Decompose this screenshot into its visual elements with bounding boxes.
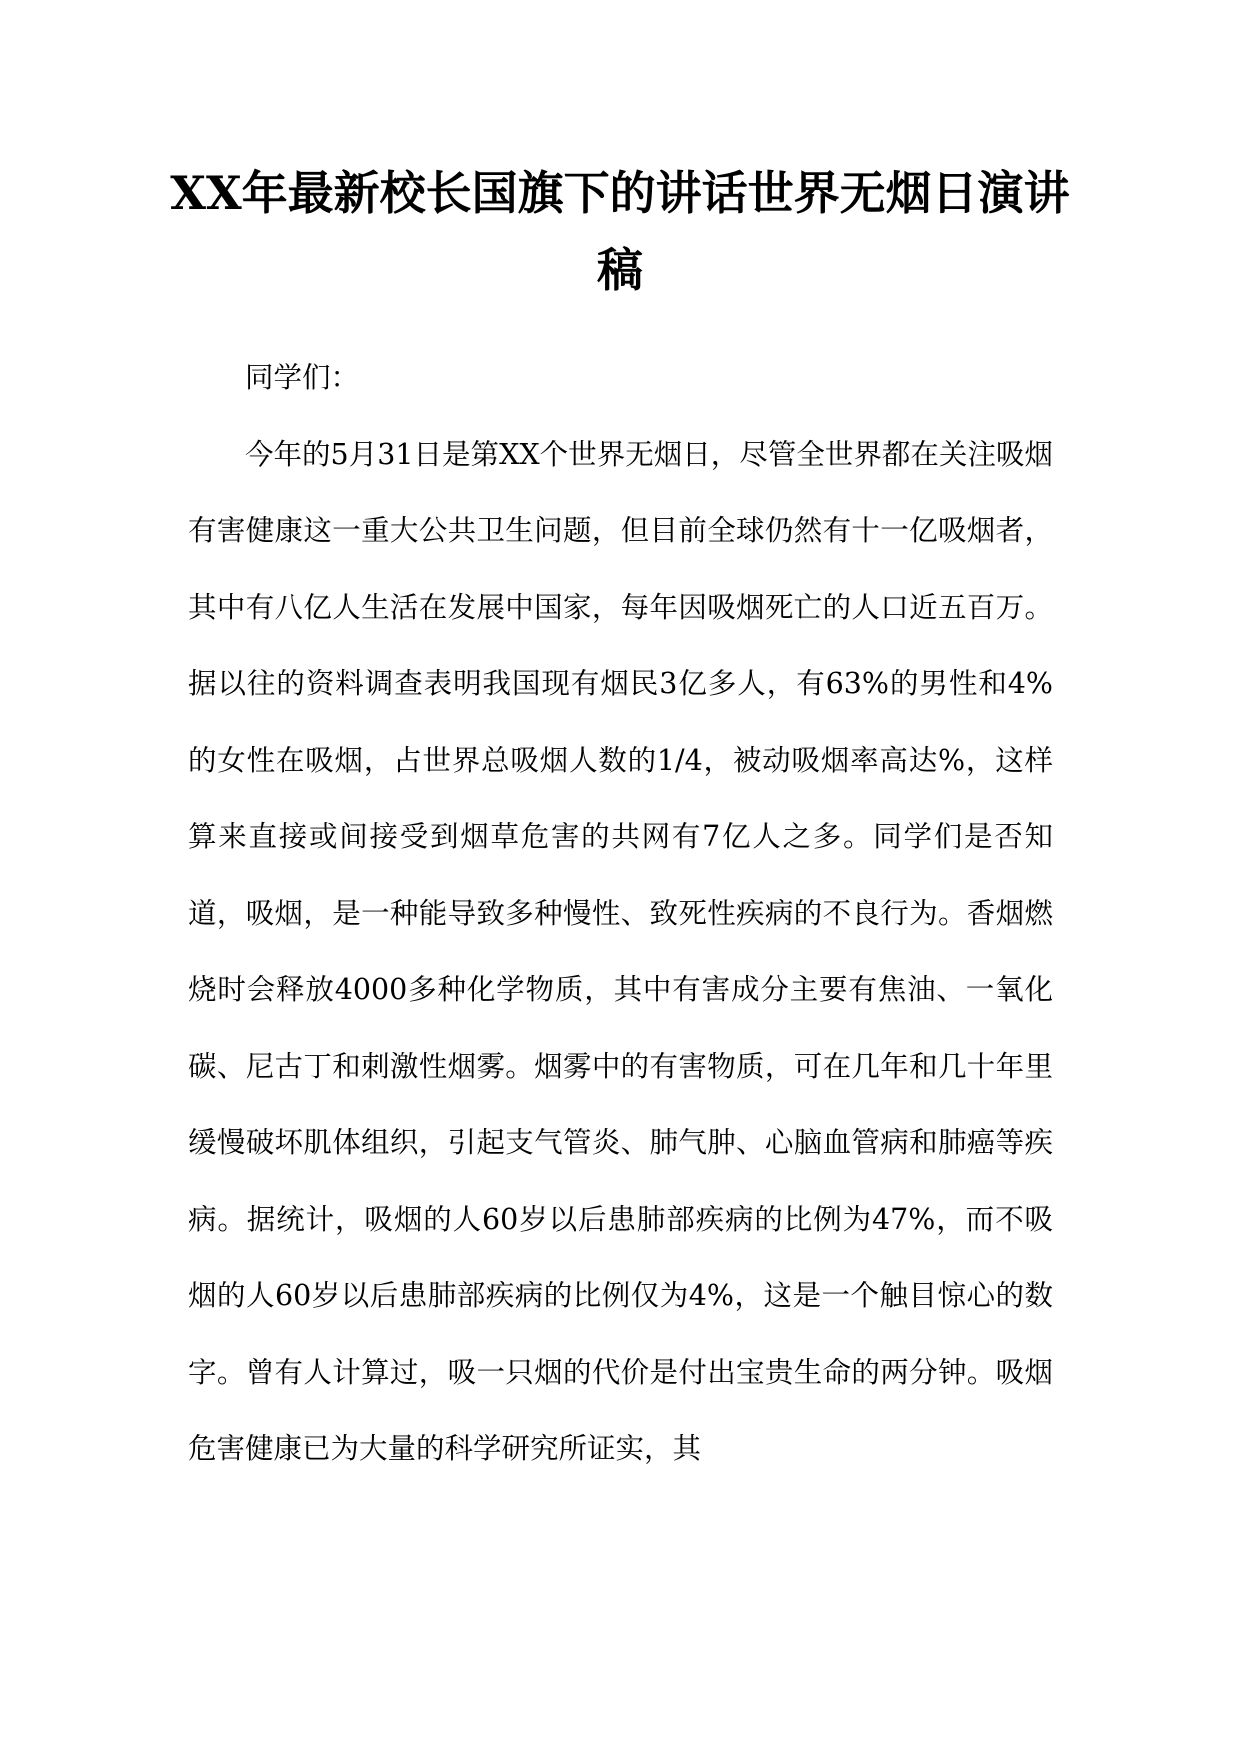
document-title: XX年最新校长国旗下的讲话世界无烟日演讲稿 bbox=[170, 166, 1070, 297]
salutation-paragraph: 同学们： bbox=[245, 361, 360, 394]
body-paragraph: 今年的5月31日是第XX个世界无烟日，尽管全世界都在关注吸烟有害健康这一重大公共卫生问题，但目前全球仍然有十一亿吸烟者，其中有八亿人生活在发展中国家，每年因吸烟死亡的人口近五百万。据以往的资料调查表明我国现有烟民3亿多人，有63%的男性和4%的女性在吸烟，占世界总吸烟人数的1/4，被动吸烟率高达%，这样算来直接或间接受到烟草危害的共网有7亿人之多。同学们是否知道，吸烟，是一种能导致多种慢性、致死性疾病的不良行为。香烟燃烧时会释放4000多种化学物质，其中有害成分主要有焦油、一氧化碳、尼古丁和刺激性烟雾。烟雾中的有害物质，可在几年和几十年里缓慢破坏肌体组织，引起支气管炎、肺气肿、心脑血管病和肺癌等疾病。据统计，吸烟的人60岁以后患肺部疾病的比例为47%，而不吸烟的人60岁以后患肺部疾病的比例仅为4%，这是一个触目惊心的数字。曾有人计算过，吸一只烟的代价是付出宝贵生命的两分钟。吸烟危害健康已为大量的科学研究所证实，其 bbox=[188, 437, 1053, 1465]
document-body bbox=[188, 340, 1053, 1488]
